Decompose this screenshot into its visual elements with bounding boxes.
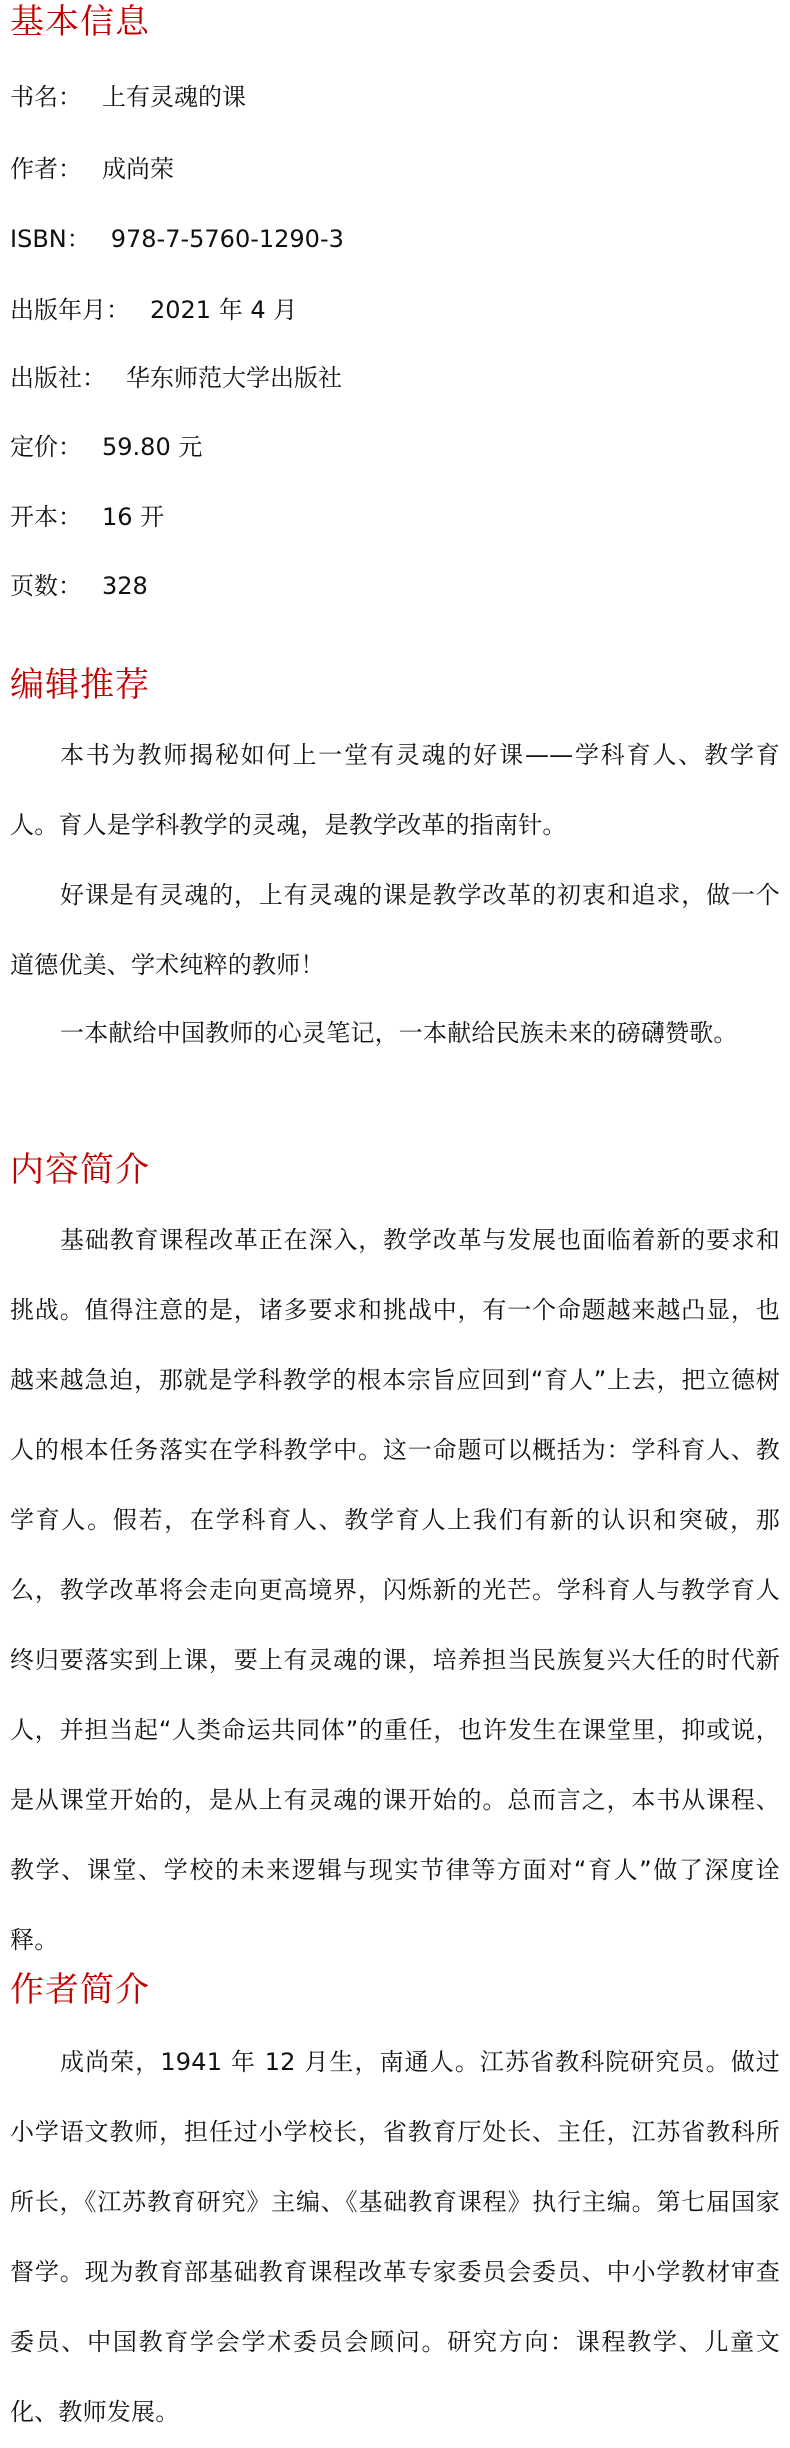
info-row-isbn bbox=[10, 222, 344, 256]
author-intro-paragraph: 成尚荣，1941 年 12 月生，南通人。江苏省教科院研究员。做过小学语文教师，担任过小学校长，省教育厅处长、主任，江苏省教科所所长，《江苏教育研究》主编、《基础教育课程》执行主编。第七届国家督学。现为教育部基础教育课程改革专家委员会委员、中小学教材审查委员、中国教育学会学术委员会顾问。研究方向：课程教学、儿童文化、教师发展。 bbox=[10, 2048, 780, 2426]
editor-paragraph: 好课是有灵魂的，上有灵魂的课是教学改革的初衷和追求，做一个道德优美、学术纯粹的教师！ bbox=[10, 881, 780, 979]
info-label: 书名： bbox=[10, 83, 82, 111]
info-row-price bbox=[10, 430, 202, 464]
info-value: 16 开 bbox=[102, 503, 165, 531]
info-row-publisher bbox=[10, 361, 342, 395]
info-label: ISBN： bbox=[10, 225, 91, 253]
info-value: 978-7-5760-1290-3 bbox=[110, 225, 344, 253]
editor-recommendation-heading: 编辑推荐 bbox=[10, 665, 150, 705]
info-label: 定价： bbox=[10, 433, 82, 461]
info-value: 上有灵魂的课 bbox=[102, 83, 246, 111]
info-row-author bbox=[10, 152, 174, 186]
content-intro-paragraph: 基础教育课程改革正在深入，教学改革与发展也面临着新的要求和挑战。值得注意的是，诸多要求和挑战中，有一个命题越来越凸显，也越来越急迫，那就是学科教学的根本宗旨应回到“育人”上去，把立德树人的根本任务落实在学科教学中。这一命题可以概括为：学科育人、教学育人。假若，在学科育人、教学育人上我们有新的认识和突破，那么，教学改革将会走向更高境界，闪烁新的光芒。学科育人与教学育人终归要落实到上课，要上有灵魂的课，培养担当民族复兴大任的时代新人，并担当起“人类命运共同体”的重任，也许发生在课堂里，抑或说，是从课堂开始的，是从上有灵魂的课开始的。总而言之，本书从课程、教学、课堂、学校的未来逻辑与现实节律等方面对“育人”做了深度诠释。 bbox=[10, 1226, 780, 1954]
info-row-pages bbox=[10, 569, 148, 603]
info-value: 2021 年 4 月 bbox=[150, 296, 298, 324]
info-value: 59.80 元 bbox=[102, 433, 203, 461]
content-intro-heading: 内容简介 bbox=[10, 1150, 150, 1190]
info-value: 华东师范大学出版社 bbox=[126, 364, 342, 392]
editor-paragraph: 本书为教师揭秘如何上一堂有灵魂的好课——学科育人、教学育人。育人是学科教学的灵魂，是教学改革的指南针。 bbox=[10, 741, 780, 839]
info-label: 作者： bbox=[10, 155, 82, 183]
info-row-format bbox=[10, 500, 164, 534]
info-row-publish-date bbox=[10, 293, 297, 327]
basic-info-heading: 基本信息 bbox=[10, 2, 150, 42]
info-label: 开本： bbox=[10, 503, 82, 531]
info-label: 页数： bbox=[10, 572, 82, 600]
info-row-title bbox=[10, 80, 246, 114]
author-intro-heading: 作者简介 bbox=[10, 1970, 150, 2010]
info-value: 328 bbox=[102, 572, 148, 600]
info-value: 成尚荣 bbox=[102, 155, 174, 183]
info-label: 出版年月： bbox=[10, 296, 130, 324]
editor-paragraph: 一本献给中国教师的心灵笔记，一本献给民族未来的磅礴赞歌。 bbox=[60, 1019, 738, 1047]
info-label: 出版社： bbox=[10, 364, 106, 392]
